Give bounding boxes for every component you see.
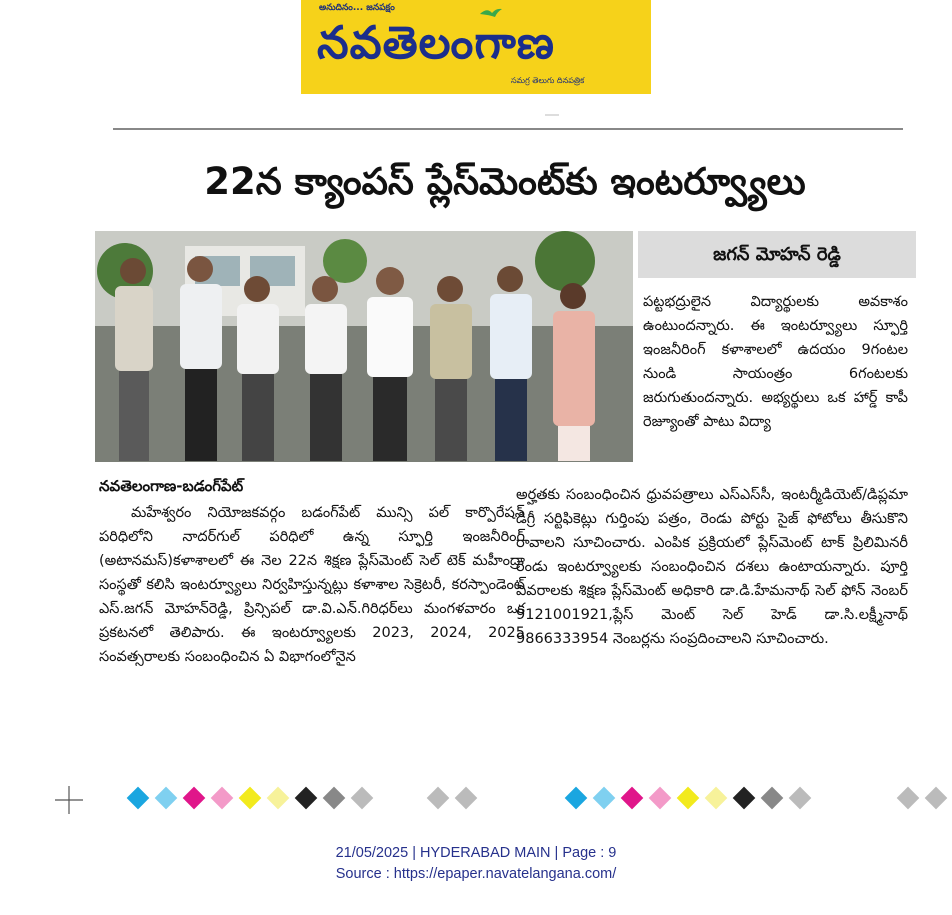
registration-swatch xyxy=(427,787,450,810)
divider-mark xyxy=(545,114,559,116)
registration-swatch xyxy=(323,787,346,810)
article-column-right-top: పట్టభద్రులైన విద్యార్థులకు అవకాశం ఉంటుందన్నారు. ఈ ఇంటర్వ్యూలు స్ఫూర్తి ఇంజనీరింగ్ కళాశాలలో ఉదయం 9గంటల నుండి సాయంత్రం 6గంటలకు జరుగుతుందన్నారు. అభ్యర్థులు ఒక హార్డ్ కాపీ రెజ్యూంతో పాటు విద్యా xyxy=(643,294,908,430)
masthead-logo xyxy=(301,0,651,94)
registration-swatch xyxy=(267,787,290,810)
byline-box xyxy=(638,231,916,278)
registration-swatch xyxy=(155,787,178,810)
registration-swatch xyxy=(761,787,784,810)
article-dateline: నవతెలంగాణ-బడంగ్‌పేట్ xyxy=(99,477,244,495)
registration-swatch xyxy=(455,787,478,810)
registration-swatch xyxy=(677,787,700,810)
article-headline: 22న క్యాంపస్ ప్లేస్‌మెంట్‌కు ఇంటర్వ్యూలు xyxy=(204,160,806,203)
registration-swatch xyxy=(733,787,756,810)
registration-swatch xyxy=(705,787,728,810)
page-footer xyxy=(0,843,952,885)
registration-swatch xyxy=(897,787,920,810)
registration-swatch xyxy=(351,787,374,810)
footer-date-page: 21/05/2025 | HYDERABAD MAIN | Page : 9 xyxy=(335,845,617,861)
registration-strip xyxy=(566,787,818,809)
registration-swatch xyxy=(211,787,234,810)
footer-source: Source : https://epaper.navatelangana.com/ xyxy=(335,866,617,882)
article-column-left: మహేశ్వరం నియోజకవర్గం బడంగ్‌పేట్ మున్సి పల్ కార్పొరేషన్ పరిధిలోని నాదర్‌గుల్ పరిధిలో ఉన్న స్ఫూర్తి ఇంజనీరింగ్ (అటానమస్)కళాశాలలో ఈ నెల 22న శిక్షణ ప్లేస్‌మెంట్ సెల్ టెక్ మహీంద్రా సంస్థతో కలిసి ఇంటర్వ్యూలు నిర్వహిస్తున్నట్లు కళాశాల సెక్రెటరీ, కరస్పాండెంట్ ఎస్.జగన్ మోహన్‌రెడ్డి, ప్రిన్సిపల్ డా.వి.ఎన్.గిరిధర్‌లు మంగళవారం ఒక ప్రకటనలో తెలిపారు. ఈ ఇంటర్వ్యూలకు 2023, 2024, 2025 సంవత్సరాలకు సంబంధించిన ఏ విభాగంలోనైన xyxy=(99,505,525,665)
registration-strip xyxy=(428,787,484,809)
registration-swatch xyxy=(593,787,616,810)
masthead-name: నవతెలంగాణ xyxy=(317,16,555,69)
registration-strip xyxy=(898,787,952,809)
top-rule xyxy=(113,128,903,130)
registration-swatch xyxy=(925,787,948,810)
registration-swatch xyxy=(183,787,206,810)
group-photo xyxy=(95,231,633,462)
registration-swatch xyxy=(789,787,812,810)
registration-strip xyxy=(128,787,380,809)
registration-swatch xyxy=(127,787,150,810)
crop-mark-icon xyxy=(55,786,83,814)
article-column-right-bottom: అర్హతకు సంబంధించిన ధ్రువపత్రాలు ఎస్ఎస్‌సీ, ఇంటర్మీడియెట్/డిప్లమా డిగ్రీ సర్టిఫికెట్లు గుర్తింపు పత్రం, రెండు పోర్టు సైజ్ ఫోటోలు తీసుకొని రావాలని సూచించారు. ఎంపిక ప్రక్రియలో ప్లేస్‌మెంట్ టాక్ ప్రిలిమినరీ రెండు ఇంటర్వ్యూలకు సంబంధించిన దశలు ఉంటాయన్నారు. పూర్తి వివరాలకు శిక్షణ ప్లేస్‌మెంట్ అధికారి డా.డి.హేమనాథ్ సెల్ ఫోన్ నెంబర్ 9121001921,ప్లేస్ మెంట్ సెల్ హెడ్ డా.సి.లక్ష్మీనాథ్ 9866333954 నెంబర్లను సంప్రదించాలని సూచించారు. xyxy=(516,487,908,647)
masthead-tagline: అనుదినం... జనపక్షం xyxy=(319,3,395,13)
registration-swatch xyxy=(621,787,644,810)
registration-swatch xyxy=(239,787,262,810)
group-photo-illustration xyxy=(95,231,633,462)
registration-swatch xyxy=(295,787,318,810)
masthead-subtitle: సమగ్ర తెలుగు దినపత్రిక xyxy=(511,76,585,85)
registration-swatch xyxy=(649,787,672,810)
article-byline: జగన్ మోహన్ రెడ్డి xyxy=(713,244,841,265)
registration-swatch xyxy=(565,787,588,810)
